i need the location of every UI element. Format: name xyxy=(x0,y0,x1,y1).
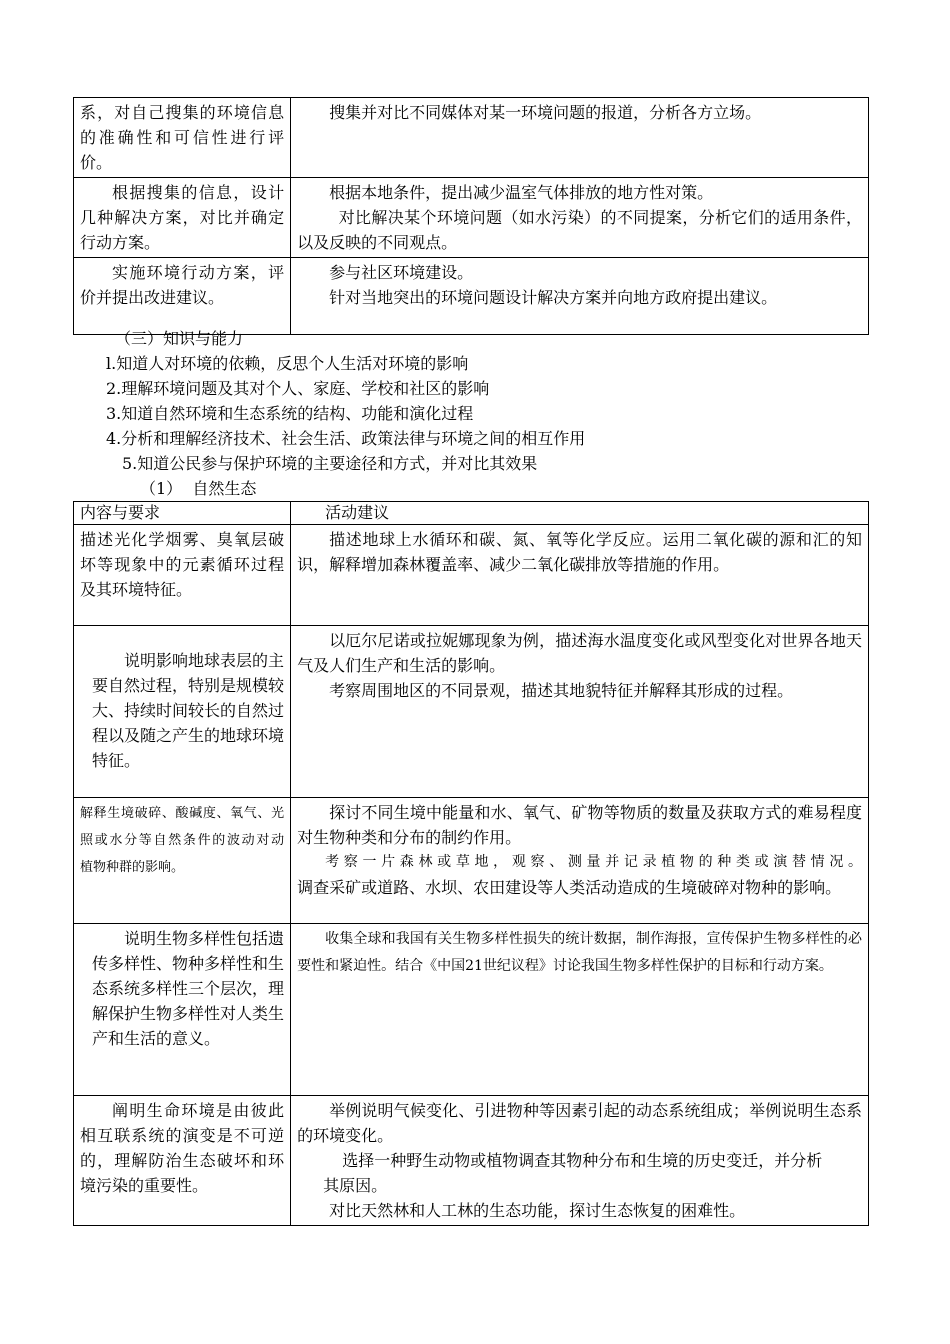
requirement-cell xyxy=(74,798,298,924)
cell-text: 搜集并对比不同媒体对某一环境问题的报道，分析各方立场。 xyxy=(329,103,762,122)
table-header-row xyxy=(74,502,869,525)
activity-cell xyxy=(291,798,869,924)
activity-cell xyxy=(291,1096,869,1226)
section-heading: （三）知识与能力 xyxy=(115,329,244,348)
cell-text: 阐明生命环境是由彼此相互联系统的演变是不可逆的，理解防治生态破坏和环境污染的重要性。 xyxy=(80,1101,285,1195)
cell-text: 根据搜集的信息，设计几种解决方案，对比并确定行动方案。 xyxy=(80,183,285,252)
cell-text: 调查采矿或道路、水坝、农田建设等人类活动造成的生境破碎对物种的影响。 xyxy=(297,878,842,897)
column-header xyxy=(291,502,869,525)
header-content-requirements: 内容与要求 xyxy=(80,503,161,522)
cell-text: 探讨不同生境中能量和水、氧气、矿物等物质的数量及获取方式的难易程度对生物种类和分布的制约作用。 xyxy=(297,803,862,847)
table-row xyxy=(74,525,869,626)
cell-text: 根据本地条件，提出减少温室气体排放的地方性对策。 xyxy=(329,183,714,202)
cell-text: 针对当地突出的环境问题设计解决方案并向地方政府提出建议。 xyxy=(329,288,778,307)
activity-cell xyxy=(291,924,869,1096)
requirement-cell xyxy=(74,626,291,798)
requirement-cell xyxy=(74,525,291,626)
activity-cell xyxy=(291,258,869,335)
cell-text: 以厄尔尼诺或拉妮娜现象为例，描述海水温度变化或风型变化对世界各地天气及人们生产和生活的影响。 xyxy=(297,631,862,675)
table-row xyxy=(74,178,869,258)
table-row xyxy=(74,798,869,924)
cell-text: 对比天然林和人工林的生态功能，探讨生态恢复的困难性。 xyxy=(329,1201,746,1220)
natural-ecology-table xyxy=(73,501,869,1226)
table-row xyxy=(74,626,869,798)
cell-text: 解释生境破碎、酸碱度、氧气、光照或水分等自然条件的波动对动 植物种群的影响。 xyxy=(80,806,298,875)
table-row xyxy=(74,1096,869,1226)
activity-cell xyxy=(291,98,869,178)
cell-text: 系，对自己搜集的环境信息的准确性和可信性进行评价。 xyxy=(80,103,285,172)
requirement-cell xyxy=(74,178,291,258)
sub-heading: （1） 自然生态 xyxy=(140,479,257,498)
requirement-cell xyxy=(74,98,291,178)
cell-text: 描述地球上水循环和碳、氮、氧等化学反应。运用二氧化碳的源和汇的知识，解释增加森林覆盖率、减少二氧化碳排放等措施的作用。 xyxy=(297,530,862,574)
cell-text: 对比解决某个环境问题（如水污染）的不同提案，分析它们的适用条件，以及反映的不同观点。 xyxy=(297,208,862,252)
section-item: 2.理解环境问题及其对个人、家庭、学校和社区的影响 xyxy=(106,379,490,398)
section-item: l.知道人对环境的依赖，反思个人生活对环境的影响 xyxy=(106,354,469,373)
cell-text: 选择一种野生动物或植物调查其物种分布和生境的历史变迁，并分析其原因。 xyxy=(323,1151,823,1195)
cell-text: 说明影响地球表层的主要自然过程，特别是规模较大、持续时间较长的自然过程以及随之产生的地球环境特征。 xyxy=(92,651,285,770)
activity-cell xyxy=(291,178,869,258)
section-item: 4.分析和理解经济技术、社会生活、政策法律与环境之间的相互作用 xyxy=(106,429,586,448)
requirement-cell xyxy=(74,258,291,335)
section-item: 3.知道自然环境和生态系统的结构、功能和演化过程 xyxy=(106,404,474,423)
cell-text: 考察一片森林或草地，观察、测量并记录植物的种类或演替情况。 xyxy=(325,854,862,870)
cell-text: 说明生物多样性包括遗传多样性、物种多样性和生态系统多样性三个层次，理解保护生物多样性对人类生产和生活的意义。 xyxy=(92,929,285,1048)
cell-text: 举例说明气候变化、引进物种等因素引起的动态系统组成；举例说明生态系的环境变化。 xyxy=(297,1101,862,1145)
cell-text: 实施环境行动方案，评价并提出改进建议。 xyxy=(80,263,285,307)
table-row xyxy=(74,924,869,1096)
activity-table-continued xyxy=(73,97,869,335)
activity-cell xyxy=(291,525,869,626)
column-header xyxy=(74,502,291,525)
header-activity-suggestions: 活动建议 xyxy=(325,503,390,522)
section-item: 5.知道公民参与保护环境的主要途径和方式，并对比其效果 xyxy=(122,454,538,473)
requirement-cell xyxy=(74,924,291,1096)
cell-text: 收集全球和我国有关生物多样性损失的统计数据，制作海报，宣传保护生物多样性的必要性和紧迫性。结合《中国21世纪议程》讨论我国生物多样性保护的目标和行动方案。 xyxy=(297,931,862,974)
cell-text: 描述光化学烟雾、臭氧层破坏等现象中的元素循环过程及其环境特征。 xyxy=(80,530,285,599)
table-row xyxy=(74,258,869,335)
cell-text: 参与社区环境建设。 xyxy=(329,263,474,282)
cell-text: 考察周围地区的不同景观，描述其地貌特征并解释其形成的过程。 xyxy=(329,681,794,700)
requirement-cell xyxy=(74,1096,291,1226)
activity-cell xyxy=(291,626,869,798)
table-row xyxy=(74,98,869,178)
